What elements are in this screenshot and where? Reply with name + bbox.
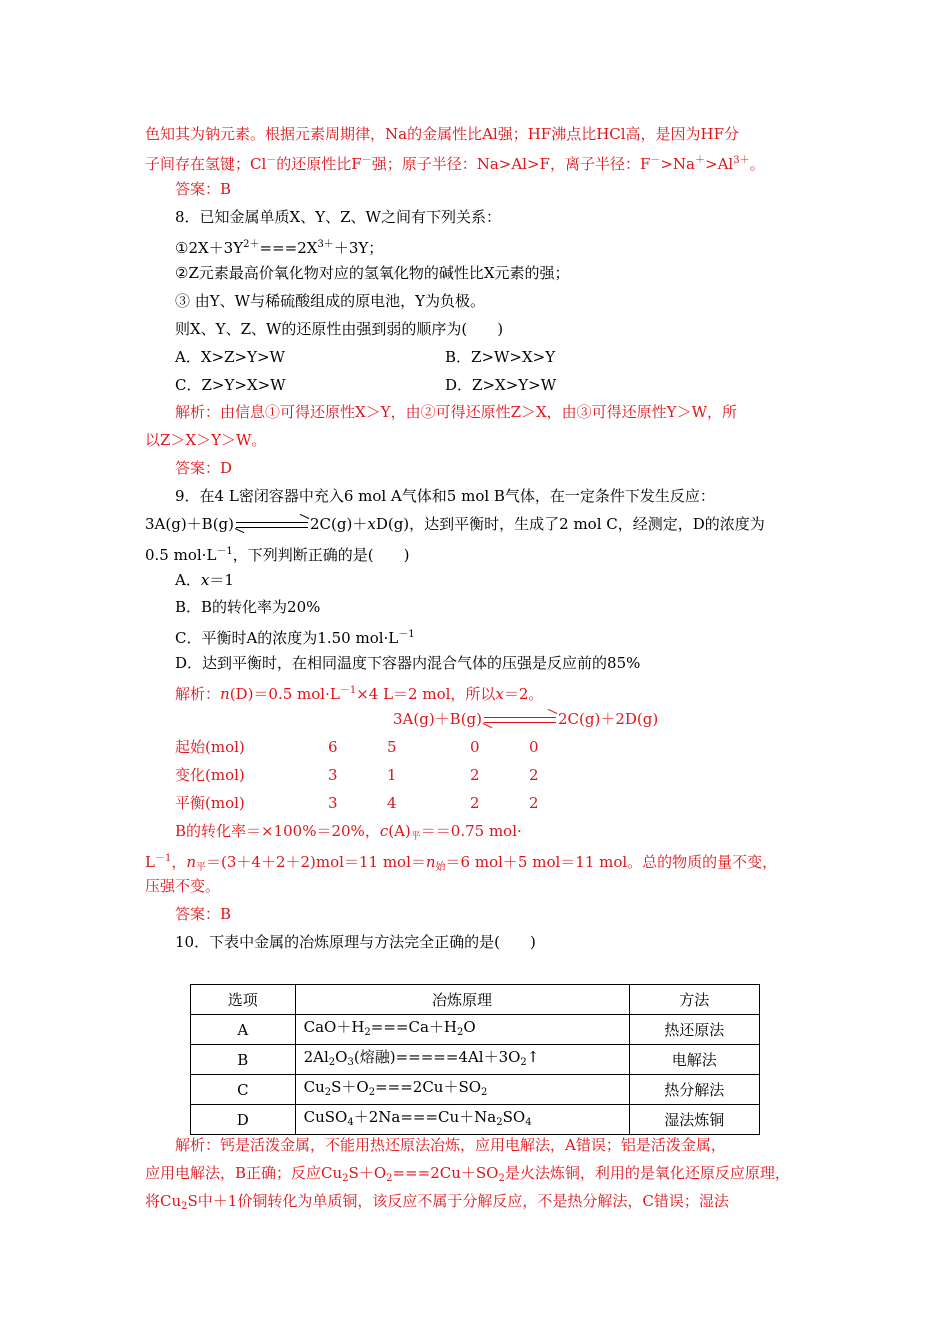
table-header-row <box>191 985 760 1015</box>
option-c: C．Z>Y>X>W <box>175 376 286 394</box>
answer-line: 答案：D <box>175 459 233 477</box>
table-row <box>191 1075 760 1105</box>
question-stem: 3A(g)＋B(g) 2C(g)＋xD(g)，达到平衡时，生成了2 mol C，经测定，D的浓度为 <box>145 515 765 533</box>
table-cell-option: B <box>191 1045 296 1075</box>
option-a: A．X>Z>Y>W <box>175 348 285 366</box>
question-stem: 10．下表中金属的冶炼原理与方法完全正确的是( ) <box>175 933 536 951</box>
table-header-cell: 选项 <box>191 985 296 1015</box>
calc-value: 1 <box>387 766 397 784</box>
table-cell-option: C <box>191 1075 296 1105</box>
question-stem: 8．已知金属单质X、Y、Z、W之间有下列关系： <box>175 208 501 226</box>
table-header-cell: 冶炼原理 <box>295 985 629 1015</box>
calc-row-label: 平衡(mol) <box>175 794 245 812</box>
option-a: A．x＝1 <box>175 571 234 589</box>
calc-value: 3 <box>328 766 338 784</box>
table-header-cell: 方法 <box>629 985 760 1015</box>
explanation-line: 应用电解法，B正确；反应$Cu_2S+O_2===2Cu+SO_2$是火法炼铜，利用的是氧化还原反应原理， <box>145 1164 790 1184</box>
table-cell-method: 热还原法 <box>629 1015 760 1045</box>
option-d: D．Z>X>Y>W <box>445 376 557 394</box>
calc-row-label: 变化(mol) <box>175 766 245 784</box>
calc-value: 4 <box>387 794 397 812</box>
smelting-methods-table <box>190 984 760 1135</box>
table-cell-option: A <box>191 1015 296 1045</box>
option-c: C．平衡时A的浓度为1.50 $mol\cdot L^{-1}$ <box>175 629 415 647</box>
equilibrium-arrow-icon <box>484 714 556 726</box>
calc-value: 5 <box>387 738 397 756</box>
table-cell-method: 电解法 <box>629 1045 760 1075</box>
option-b: B．B的转化率为20% <box>175 598 321 616</box>
explanation-line: 将$Cu_2S$中＋1价铜转化为单质铜，该反应不属于分解反应，不是热分解法，C错误；湿法 <box>145 1192 729 1212</box>
question-ask: 则X、Y、Z、W的还原性由强到弱的顺序为( ) <box>175 320 504 338</box>
question-stem: 0.5 $mol\cdot L^{-1}$，下列判断正确的是( ) <box>145 546 410 564</box>
explanation-line: 子间存在氢键；Cl－的还原性比F－强；原子半径：Na>Al>F，离子半径：$F^->Na^+>Al^{3+}$。 <box>145 155 765 173</box>
calc-value: 2 <box>470 766 480 784</box>
condition-line: $①2X+3Y^{2+}===2X^{3+}+3Y$； <box>175 239 384 257</box>
table-cell-principle: $CaO+H_2===Ca+H_2O$ <box>295 1015 629 1045</box>
table-row <box>191 1105 760 1135</box>
question-stem: 9．在4 L密闭容器中充入6 mol A气体和5 mol B气体，在一定条件下发生反应： <box>175 487 715 505</box>
condition-line: ③ 由Y、W与稀硫酸组成的原电池，Y为负极。 <box>175 292 485 310</box>
equilibrium-arrow-icon <box>236 519 308 531</box>
explanation-line: $L^{-1}$，$n_平=(3+4+2+2)mol=11$ $mol=n_始=6$ mol＋5 mol＝11 mol。总的物质的量不变， <box>145 853 778 873</box>
option-b: B．Z>W>X>Y <box>445 348 556 366</box>
table-cell-principle: $Cu_2S+O_2===2Cu+SO_2$ <box>295 1075 629 1105</box>
calc-row-label: 起始(mol) <box>175 738 245 756</box>
table-cell-method: 湿法炼铜 <box>629 1105 760 1135</box>
calc-value: 2 <box>529 794 539 812</box>
explanation-line: 以Z＞X＞Y＞W。 <box>145 431 267 449</box>
calc-value: 3 <box>328 794 338 812</box>
calc-value: 0 <box>529 738 539 756</box>
reaction-equation: 3A(g)＋B(g) 2C(g)＋2D(g) <box>393 710 659 728</box>
option-d: D．达到平衡时，在相同温度下容器内混合气体的压强是反应前的85% <box>175 654 641 672</box>
calc-value: 6 <box>328 738 338 756</box>
condition-line: ②Z元素最高价氧化物对应的氢氧化物的碱性比X元素的强； <box>175 264 570 282</box>
calc-value: 0 <box>470 738 480 756</box>
explanation-line: 解析：n(D)＝0.5 $mol\cdot L^{-1}\times 4$ L＝2 mol，所以x＝2。 <box>175 685 544 703</box>
table-cell-principle: $2Al_2O_3$(熔融)$=====4Al+3O_2↑$ <box>295 1045 629 1075</box>
answer-line: 答案：B <box>175 180 232 198</box>
explanation-line: 解析：由信息①可得还原性X＞Y，由②可得还原性Z＞X，由③可得还原性Y＞W，所 <box>175 403 738 421</box>
explanation-line: B的转化率＝×100%＝20%，$c(A)_平==0.75$ mol· <box>175 822 522 842</box>
calc-value: 2 <box>470 794 480 812</box>
table-cell-principle: $CuSO_4+2Na===Cu+Na_2SO_4$ <box>295 1105 629 1135</box>
answer-line: 答案：B <box>175 905 232 923</box>
explanation-line: 解析：钙是活泼金属，不能用热还原法冶炼，应用电解法，A错误；铝是活泼金属， <box>175 1136 726 1154</box>
table-row <box>191 1045 760 1075</box>
explanation-line: 色知其为钠元素。根据元素周期律，Na的金属性比Al强；HF沸点比HCl高，是因为HF分 <box>145 125 740 143</box>
table-row <box>191 1015 760 1045</box>
table-cell-option: D <box>191 1105 296 1135</box>
calc-value: 2 <box>529 766 539 784</box>
table-cell-method: 热分解法 <box>629 1075 760 1105</box>
explanation-line: 压强不变。 <box>145 877 221 895</box>
